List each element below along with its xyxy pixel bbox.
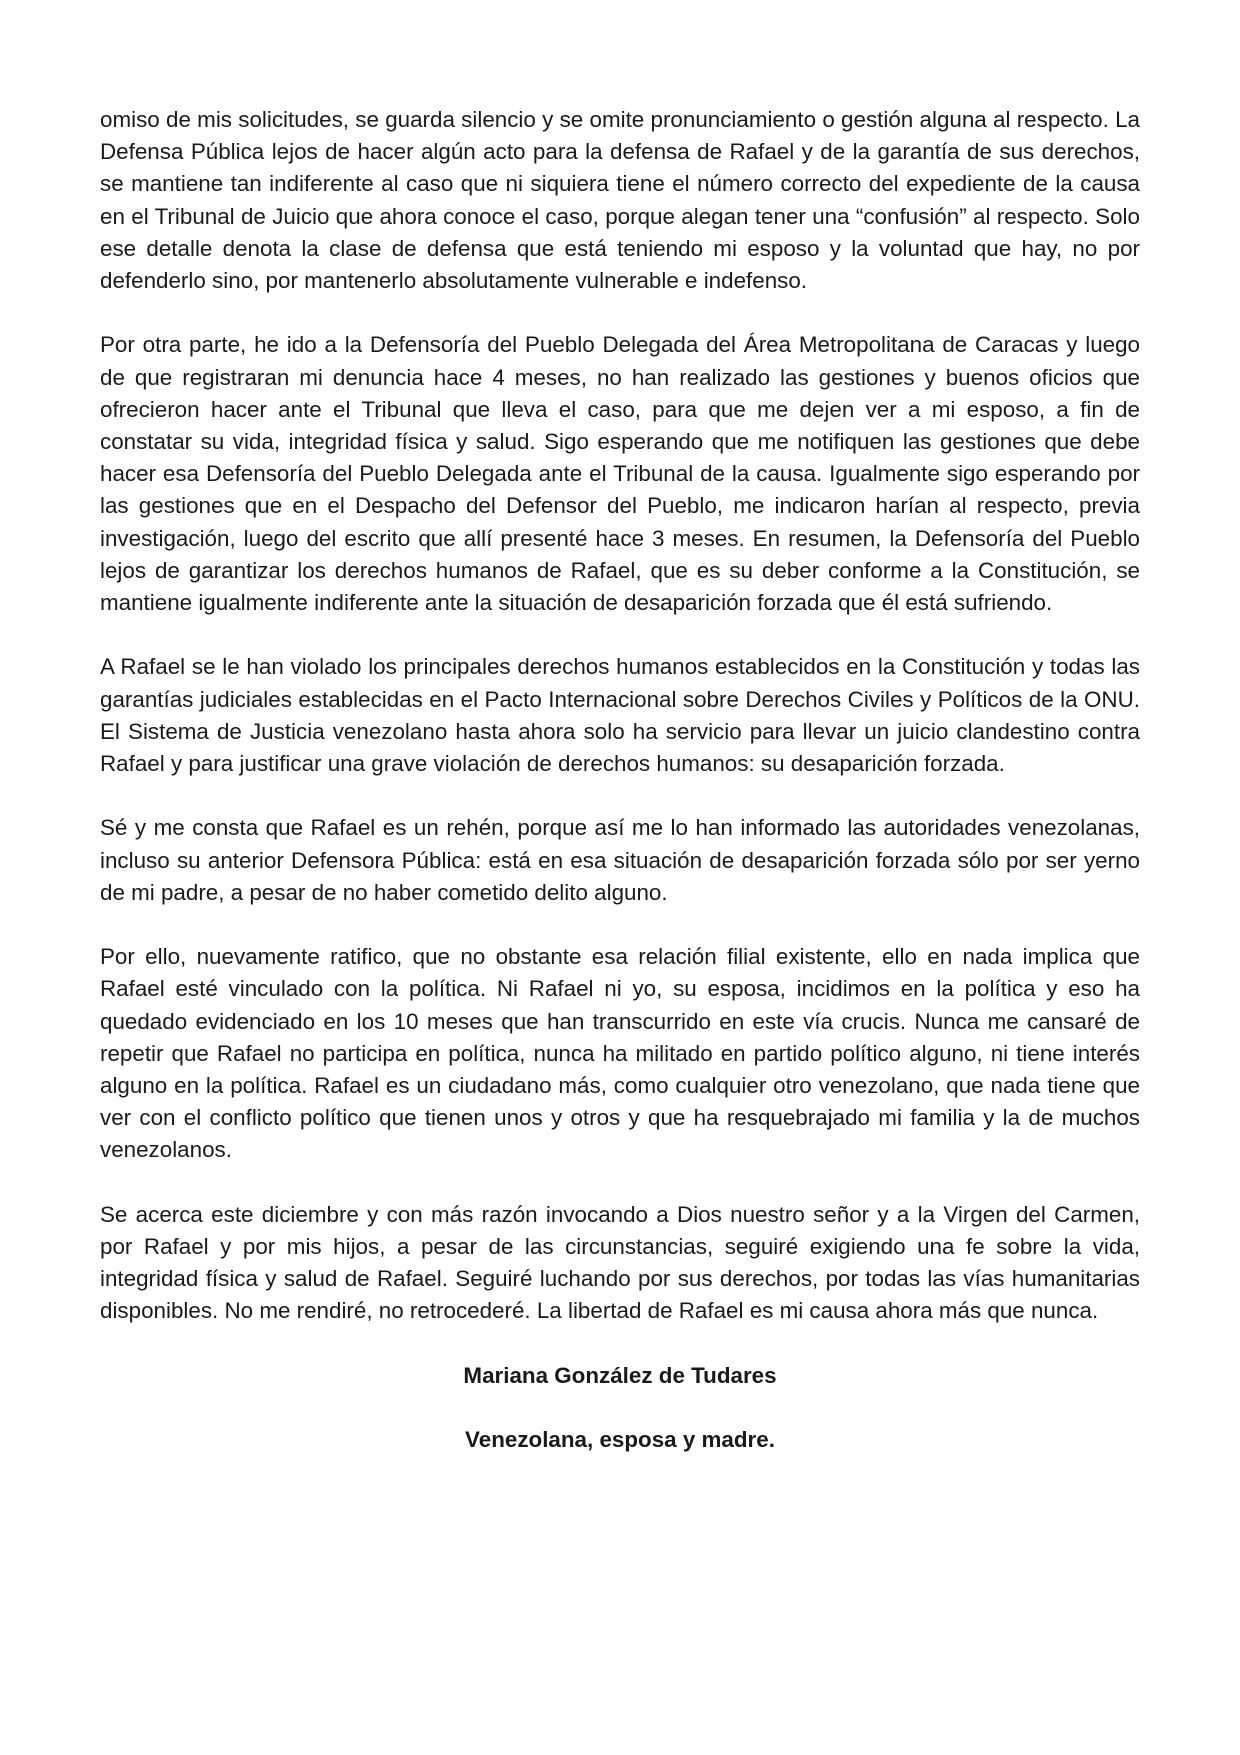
paragraph-derechos-violados: A Rafael se le han violado los principales derechos humanos establecidos en la Constitución y todas las garantías judiciales establecidas en el Pacto Internacional sobre Derechos Civiles y Políticos de la ONU. El Sistema de Justicia venezolano hasta ahora solo ha servicio para llevar un juicio clandestino contra Rafael y para justificar una grave violación de derechos humanos: su desaparición forzada. — [100, 654, 1140, 777]
paragraph-defensa-publica: omiso de mis solicitudes, se guarda silencio y se omite pronunciamiento o gestión alguna al respecto. La Defensa Pública lejos de hacer algún acto para la defensa de Rafael y de la garantía de sus derechos, se mantiene tan indiferente al caso que ni siquiera tiene el número correcto del expediente de la causa en el Tribunal de Juicio que ahora conoce el caso, porque alegan tener una “confusión” al respecto. Solo ese detalle denota la clase de defensa que está teniendo mi esposo y la voluntad que hay, no por defenderlo sino, por mantenerlo absolutamente vulnerable e indefenso. — [100, 107, 1140, 294]
paragraph-no-politica: Por ello, nuevamente ratifico, que no obstante esa relación filial existente, ello en nada implica que Rafael esté vinculado con la política. Ni Rafael ni yo, su esposa, incidimos en la política y eso ha quedado evidenciado en los 10 meses que han transcurrido en este vía crucis. Nunca me cansaré de repetir que Rafael no participa en política, nunca ha militado en partido político alguno, ni tiene interés alguno en la política. Rafael es un ciudadano más, como cualquier otro venezolano, que nada tiene que ver con el conflicto político que tienen unos y otros y que ha resquebrajado mi familia y la de muchos venezolanos. — [100, 944, 1140, 1163]
paragraph-diciembre: Se acerca este diciembre y con más razón invocando a Dios nuestro señor y a la Virgen del Carmen, por Rafael y por mis hijos, a pesar de las circunstancias, seguiré exigiendo una fe sobre la vida, integridad física y salud de Rafael. Seguiré luchando por sus derechos, por todas las vías humanitarias disponibles. No me rendiré, no retrocederé. La libertad de Rafael es mi causa ahora más que nunca. — [100, 1201, 1140, 1324]
signature-description: Venezolana, esposa y madre. — [465, 1427, 775, 1453]
paragraph-rehen: Sé y me consta que Rafael es un rehén, porque así me lo han informado las autoridades venezolanas, incluso su anterior Defensora Pública: está en esa situación de desaparición forzada sólo por ser yerno de mi padre, a pesar de no haber cometido delito alguno. — [100, 815, 1140, 905]
signature-name: Mariana González de Tudares — [463, 1362, 777, 1388]
paragraph-defensoria-pueblo: Por otra parte, he ido a la Defensoría del Pueblo Delegada del Área Metropolitana de Caracas y luego de que registraran mi denuncia hace 4 meses, no han realizado las gestiones y buenos oficios que ofrecieron hacer ante el Tribunal que lleva el caso, para que me dejen ver a mi esposo, a fin de constatar su vida, integridad física y salud. Sigo esperando que me notifiquen las gestiones que debe hacer esa Defensoría del Pueblo Delegada ante el Tribunal de la causa. Igualmente sigo esperando por las gestiones que en el Despacho del Defensor del Pueblo, me indicaron harían al respecto, previa investigación, luego del escrito que allí presenté hace 3 meses. En resumen, la Defensoría del Pueblo lejos de garantizar los derechos humanos de Rafael, que es su deber conforme a la Constitución, se mantiene igualmente indiferente ante la situación de desaparición forzada que él está sufriendo. — [100, 332, 1140, 616]
document-page — [100, 104, 1140, 1489]
